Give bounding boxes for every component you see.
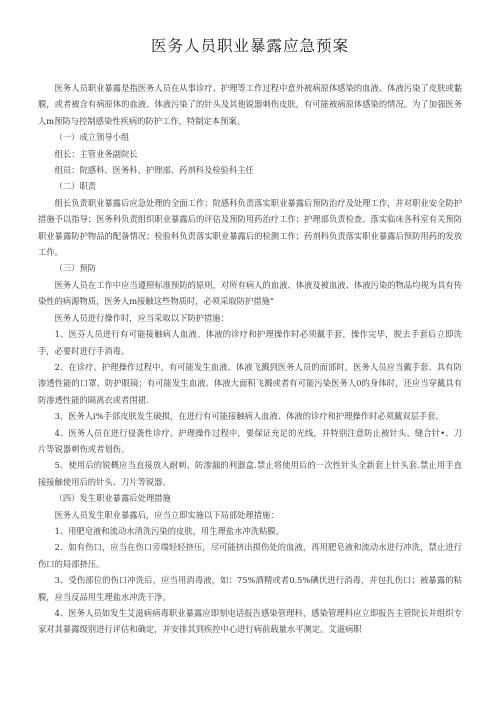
list-item: 2、在诊疗、护理操作过程中，有可能发生血液、体液飞溅到医务人员的面部时，医务人员应当戴手套、具有防渗透性能的口罩、防护眼镜；有可能发生血液、体液大面积飞溅或者有可能污染医务人0的身体时，还应当穿戴具有防渗透性能的隔离衣或者围裙. bbox=[38, 361, 462, 405]
section-heading: （三）预防 bbox=[54, 263, 97, 274]
list-item: 3、受伤部位的伤口冲洗后，应当用消毒液，如：75%酒精或者0.5%碘伏进行消毒，并包扎伤口；被暴露的粘膜，应当反品用生理盐水冲洗干净。 bbox=[38, 575, 462, 602]
paragraph: 组长负责职业暴露后应急处理的全面工作；院感科负责落实职业暴露后预防治疗及处理工作，并对职业安全防护措施予以指导；医务科负责组织职业暴露后的评估及预防用药治疗工作；护理部负责检查、落实临床各科室有关预防职业暴露防护物品的配备情况；检验科负责落实职业暴露后的检测工作；药剂科负责落实职业暴露后预防用药的发放工作。 bbox=[38, 197, 462, 258]
paragraph: 医务人员进行操作时，应当采取以下防护措施： bbox=[54, 312, 229, 323]
section-heading: （四）发生职业暴露后处理措施 bbox=[54, 493, 171, 504]
paragraph: 医务人员发生职业暴露后，应当立即实施以下局部处理措施： bbox=[54, 509, 279, 520]
section-heading: （二）职责 bbox=[54, 181, 97, 192]
list-item: 2、如有伤口，应当在伤口旁端轻轻挤压，尽可能挤出损伤处的血液，再用肥皂液和流动水进行冲洗，禁止进行伤口的局部挤压。 bbox=[38, 542, 462, 569]
list-item: 5、使用后的锐概应当直接放入耐刺、防渗漏的利器盒.禁止将使用后的一次性针头全新套上针头套.禁止用手直接接触使用后的针头、刀片等锐器。 bbox=[38, 460, 462, 487]
paragraph: 组长：主管业务副院长 bbox=[54, 148, 138, 159]
document-title: 医务人员职业暴露应急预案 bbox=[150, 37, 349, 55]
paragraph: 组员：院感科、医务科、护理部、药剂科及检验科主任 bbox=[54, 165, 254, 176]
list-item: 4、医务人员如发生艾滋病病毒职业暴露应即刻电话报告感染管理科，感染管理科应立即报告主管院长并组织专家对其暴露级别进行评估和确定，并安排其到疾控中心进行病前载量水平测定。艾滋病职 bbox=[38, 608, 462, 635]
document-body bbox=[38, 80, 462, 638]
list-item: 3、医务人i%手部皮肤发生破损，在进行有可能接触病人血液、体液的诊疗和护理操作时必须戴双层手套。 bbox=[54, 411, 444, 422]
section-heading: （一）成立领导小组 bbox=[54, 132, 130, 143]
list-item: 1、用肥皂液和流动水清洗污染的皮肤，用生理盐水冲洗粘膜。 bbox=[54, 525, 284, 536]
list-item: 4、医务人员在进行侵袭性诊疗、护理操作过程中，要保证充足的光线，并特别注意防止被针头、缝合针•、刀片等锐器刺伤或者划伤。 bbox=[38, 427, 462, 454]
list-item: 1、医芬人员进行有可能接触病人血液、体液的诊疗和护理操作时必须戴手套，操作完毕，脱去手套后立即洗手，必要时进行手消毒。 bbox=[38, 329, 462, 356]
paragraph: 医务人员在工作中应当遵照标准预防的原则，对所有病人的血液、体液及被血液、体液污染的物品均视为具有传染性的病源物质，医务人m接触这些物质时，必须采取防护措施“ bbox=[38, 279, 462, 307]
intro-paragraph: 医务人员职业暴露是指医务人员在从事诊疗、护理等工作过程中意外被病原体感染的血液、体液污染了皮肤或黏膜，或者被含有病原体的血液、体液污染了的针头及其他锐器刺伤皮肤，有可能被病原体感染的情况。为了加强医务人m预防与控制感染性疾病的防护工作，特制定本预案。 bbox=[38, 83, 462, 126]
